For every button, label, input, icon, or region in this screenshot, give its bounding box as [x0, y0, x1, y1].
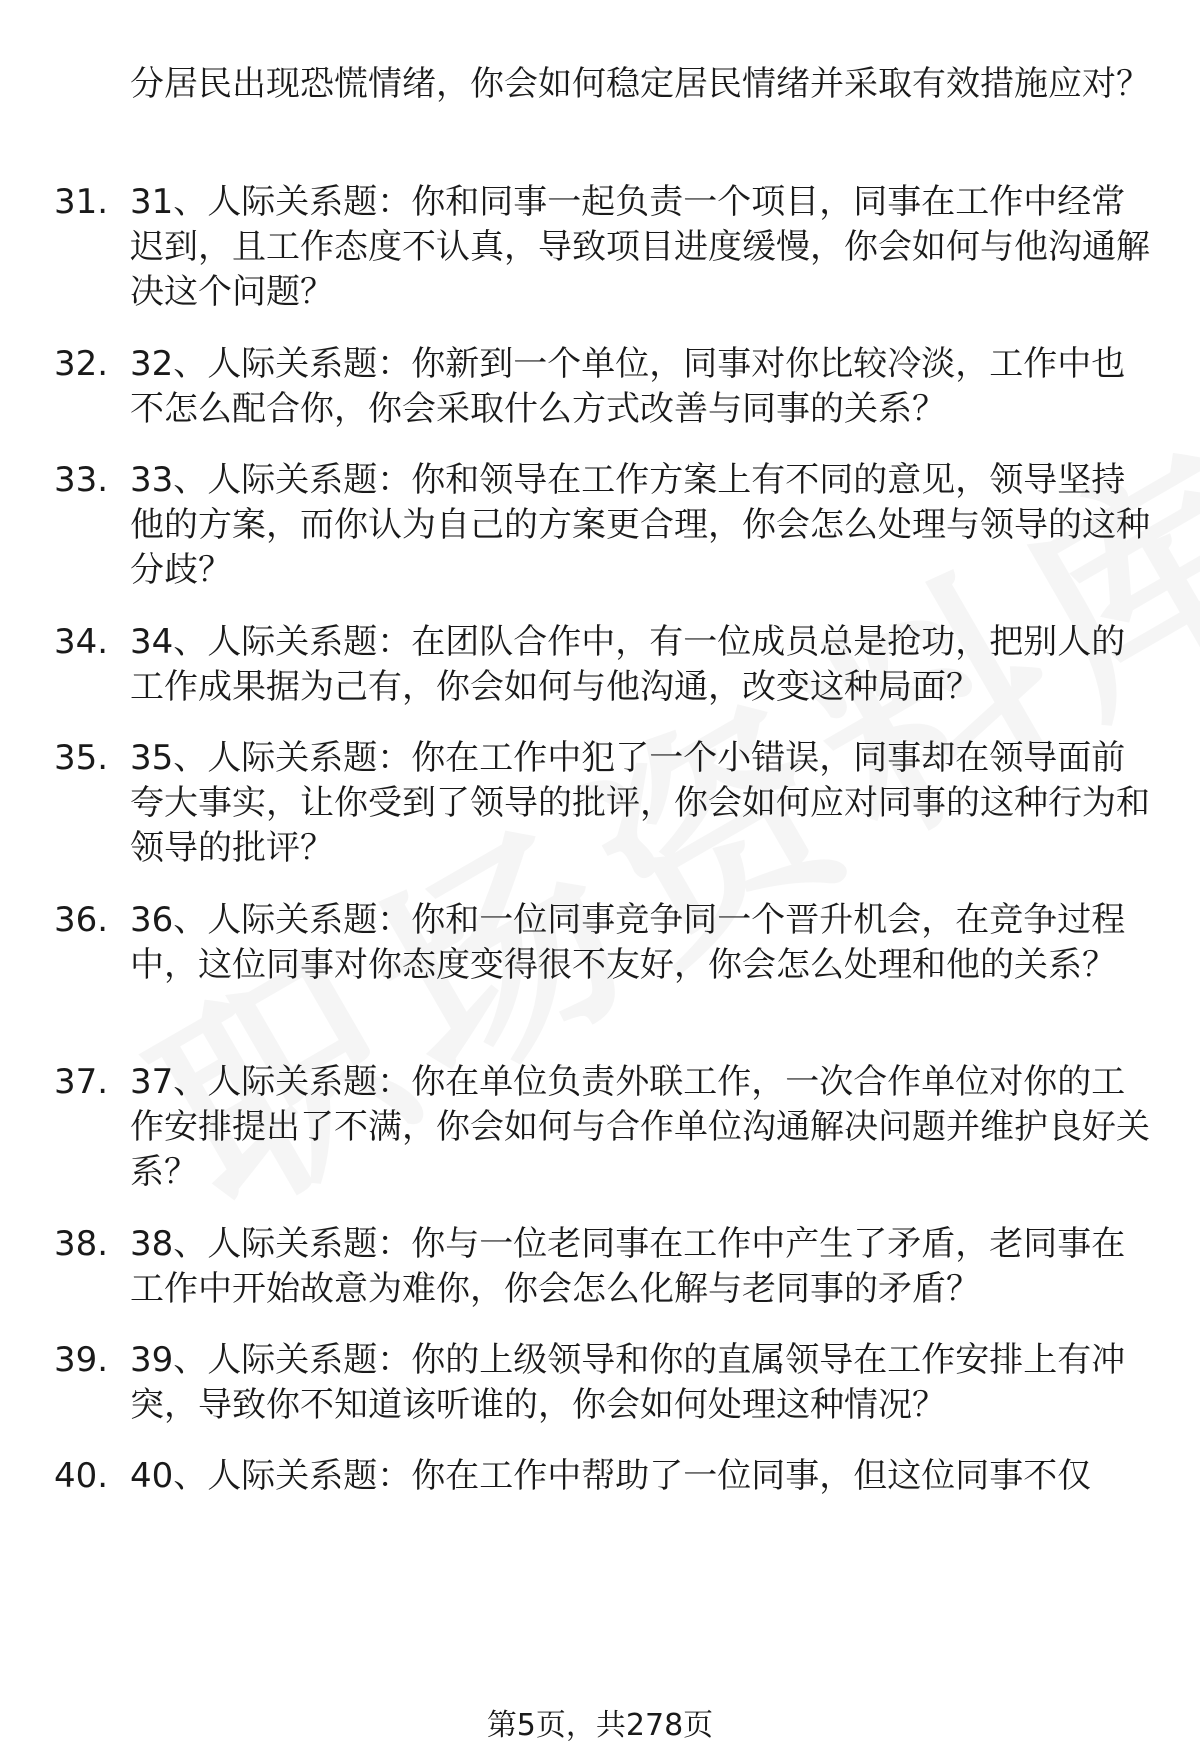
- item-text: 31、人际关系题：你和同事一起负责一个项目，同事在工作中经常迟到，且工作态度不认真，导致项目进度缓慢，你会如何与他沟通解决这个问题？: [130, 182, 1150, 312]
- item-number: 33.: [54, 460, 109, 500]
- item-number: 31.: [54, 182, 109, 222]
- item-number: 36.: [54, 900, 109, 940]
- item-number: 40.: [54, 1456, 109, 1496]
- item-number: 38.: [54, 1224, 109, 1264]
- continuation-text: 分居民出现恐慌情绪，你会如何稳定居民情绪并采取有效措施应对？: [130, 64, 1150, 104]
- item-text: 35、人际关系题：你在工作中犯了一个小错误，同事却在领导面前夸大事实，让你受到了领导的批评，你会如何应对同事的这种行为和领导的批评？: [130, 738, 1150, 868]
- item-number: 32.: [54, 344, 109, 384]
- item-text: 38、人际关系题：你与一位老同事在工作中产生了矛盾，老同事在工作中开始故意为难你，你会怎么化解与老同事的矛盾？: [130, 1224, 1126, 1309]
- item-number: 34.: [54, 622, 109, 662]
- item-text: 36、人际关系题：你和一位同事竞争同一个晋升机会，在竞争过程中，这位同事对你态度变得很不友好，你会怎么处理和他的关系？: [130, 900, 1126, 985]
- item-number: 37.: [54, 1062, 109, 1102]
- page-footer: 第5页，共278页: [486, 1708, 714, 1743]
- item-text: 32、人际关系题：你新到一个单位，同事对你比较冷淡，工作中也不怎么配合你，你会采取什么方式改善与同事的关系？: [130, 344, 1126, 429]
- item-number: 39.: [54, 1340, 109, 1380]
- item-text: 33、人际关系题：你和领导在工作方案上有不同的意见，领导坚持他的方案，而你认为自己的方案更合理，你会怎么处理与领导的这种分歧？: [130, 460, 1150, 590]
- item-text: 34、人际关系题：在团队合作中，有一位成员总是抢功，把别人的工作成果据为己有，你会如何与他沟通，改变这种局面？: [130, 622, 1126, 707]
- item-number: 35.: [54, 738, 109, 778]
- item-text: 37、人际关系题：你在单位负责外联工作，一次合作单位对你的工作安排提出了不满，你会如何与合作单位沟通解决问题并维护良好关系？: [130, 1062, 1150, 1192]
- item-text: 39、人际关系题：你的上级领导和你的直属领导在工作安排上有冲突，导致你不知道该听谁的，你会如何处理这种情况？: [130, 1340, 1126, 1425]
- item-text: 40、人际关系题：你在工作中帮助了一位同事，但这位同事不仅: [130, 1456, 1092, 1496]
